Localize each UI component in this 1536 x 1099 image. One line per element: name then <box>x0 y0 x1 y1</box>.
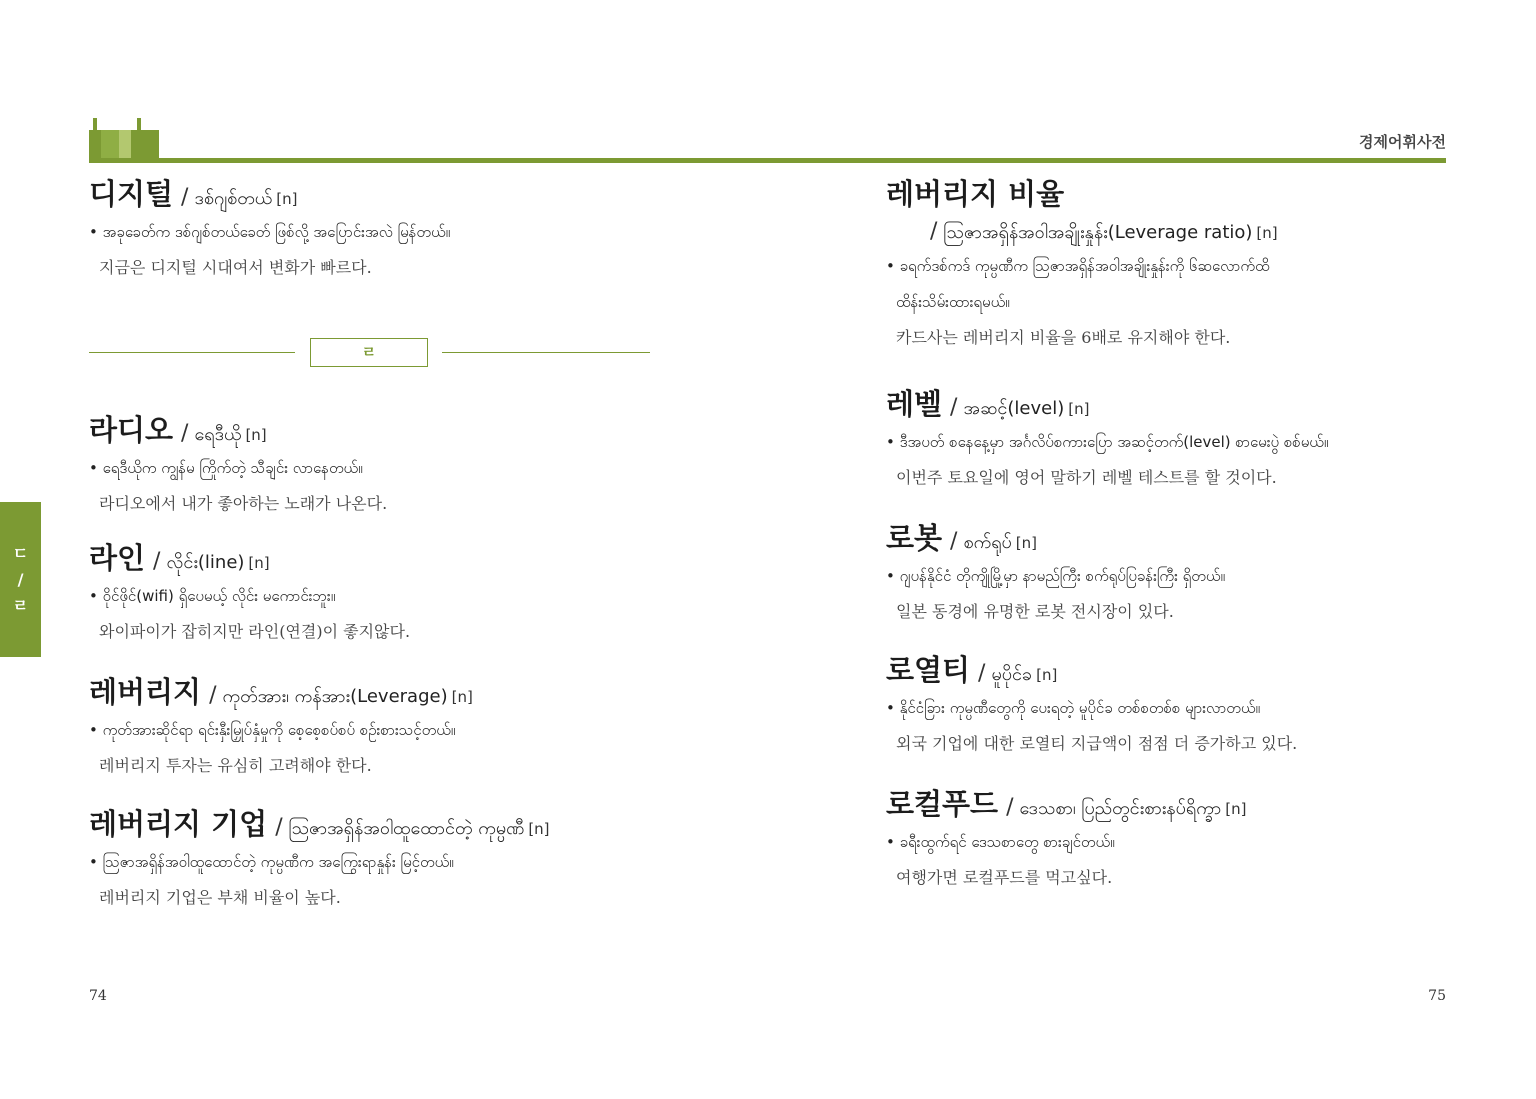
entry-meaning: ဩဇာအရှိန်အဝါအချိုးနှုန်း(Leverage ratio) <box>943 222 1253 243</box>
page-number-left: 74 <box>89 988 107 1004</box>
entry-meaning: ဩဇာအရှိန်အဝါထူထောင်တဲ့ ကုမ္ပဏီ <box>288 818 525 839</box>
example-myanmar: • အခုခေတ်က ဒစ်ဂျစ်တယ်ခေတ် ဖြစ်လို့ အပြောင်းအလဲ မြန်တယ်။ <box>89 223 451 241</box>
entry-term: 디지털 <box>89 177 174 211</box>
header-logo <box>89 118 159 160</box>
side-tab-bottom: ㄹ <box>12 595 29 615</box>
example-korean: 카드사는 레버리지 비율을 6배로 유지해야 한다. <box>896 328 1231 347</box>
entry-pos: [n] <box>1036 666 1058 684</box>
example-myanmar: • ကုတ်အားဆိုင်ရာ ရင်းနှီးမြှုပ်နှံမှုကို စေ့စေ့စပ်စပ် စဉ်းစားသင့်တယ်။ <box>89 721 456 739</box>
example-korean: 여행가면 로컬푸드를 먹고싶다. <box>896 868 1113 887</box>
example-myanmar: • နိုင်ငံခြား ကုမ္ပဏီတွေကို ပေးရတဲ့ မူပိုင်ခ တစ်စတစ်စ များလာတယ်။ <box>886 699 1260 717</box>
entry: 레버리지 비율 / ဩဇာအရှိန်အဝါအချိုးနှုန်း(Leverage ratio) [n] • ခရက်ဒစ်ကဒ် ကုမ္ပဏီက ဩဇာအရှိန်အဝါအချိုးနှုန်းကို ၆ဆလောက်ထိ ထိန်းသိမ်းထားရမယ်။ 카드사는 레버리지 비율을 6배로 유지해야 한다. <box>886 172 1446 382</box>
example-korean: 지금은 디지털 시대여서 변화가 빠르다. <box>99 258 372 277</box>
section-label: ㄹ <box>310 338 428 367</box>
entry-pos: [n] <box>248 554 270 572</box>
header-title: 경제어휘사전 <box>1359 133 1446 151</box>
entry: 로열티 / မူပိုင်ခ [n] • နိုင်ငံခြား ကုမ္ပဏီတွေကို ပေးရတဲ့ မူပိုင်ခ တစ်စတစ်စ များလာတယ်။ 외국 기업에 대한 로열티 지급액이 점점 더 증가하고 있다. <box>886 648 1446 782</box>
entry: 레버리지 기업 / ဩဇာအရှိန်အဝါထူထောင်တဲ့ ကုမ္ပဏီ [n] • ဩဇာအရှိန်အဝါထူထောင်တဲ့ ကုမ္ပဏီက အကြွေးရာနှုန်း မြင့်တယ်။ 레버리지 기업은 부채 비율이 높다. <box>89 802 669 908</box>
left-column <box>89 172 669 908</box>
entry: 로봇 / စက်ရုပ် [n] • ဂျပန်နိုင်ငံ တိုကျိုမြို့မှာ နာမည်ကြီး စက်ရုပ်ပြခန်းကြီး ရှိတယ်။ 일본 동경에 유명한 로봇 전시장이 있다. <box>886 516 1446 648</box>
entry-meaning: အဆင့်(level) <box>963 398 1065 419</box>
entry-term: 라인 <box>89 541 146 575</box>
entry-term: 레버리지 <box>89 675 202 709</box>
entry-meaning: လိုင်း(line) <box>166 552 245 573</box>
entry-term: 로열티 <box>886 653 971 687</box>
entry-meaning: ရေဒီယို <box>194 424 242 445</box>
entry: 레버리지 / ကုတ်အား၊ ကန်အား(Leverage) [n] • ကုတ်အားဆိုင်ရာ ရင်းနှီးမြှုပ်နှံမှုကို စေ့စေ့စပ်စပ် စဉ်းစားသင့်တယ်။ 레버리지 투자는 유심히 고려해야 한다. <box>89 670 669 802</box>
entry-meaning: မူပိုင်ခ <box>991 664 1033 685</box>
example-myanmar-cont: ထိန်းသိမ်းထားရမယ်။ <box>896 293 1010 311</box>
entry: 라디오 / ရေဒီယို [n] • ရေဒီယိုက ကျွန်မ ကြိုက်တဲ့ သီချင်း လာနေတယ်။ 라디오에서 내가 좋아하는 노래가 나온다. <box>89 408 669 536</box>
example-korean: 이번주 토요일에 영어 말하기 레벨 테스트를 할 것이다. <box>896 468 1277 487</box>
entry-pos: [n] <box>276 190 298 208</box>
entry: 로컬푸드 / ဒေသစာ၊ ပြည်တွင်းစားနပ်ရိက္ခာ [n] • ခရီးထွက်ရင် ဒေသစာတွေ စားချင်တယ်။ 여행가면 로컬푸드를 먹고싶다. <box>886 782 1446 888</box>
entry-term: 레버리지 비율 <box>886 177 1065 211</box>
entry-meaning: ကုတ်အား၊ ကန်အား(Leverage) <box>222 686 448 707</box>
entry-pos: [n] <box>528 820 550 838</box>
section-divider <box>89 338 669 368</box>
entry-pos: [n] <box>451 688 473 706</box>
entry-pos: [n] <box>1225 800 1247 818</box>
side-index-tab <box>0 502 41 657</box>
example-myanmar: • ဝိုင်ဖိုင်(wifi) ရှိပေမယ့် လိုင်း မကောင်းဘူး။ <box>89 587 336 605</box>
entry-term: 로봇 <box>886 521 943 555</box>
example-myanmar: • ခရက်ဒစ်ကဒ် ကုမ္ပဏီက ဩဇာအရှိန်အဝါအချိုးနှုန်းကို ၆ဆလောက်ထိ <box>886 257 1270 275</box>
example-korean: 레버리지 투자는 유심히 고려해야 한다. <box>99 756 372 775</box>
entry: 라인 / လိုင်း(line) [n] • ဝိုင်ဖိုင်(wifi) ရှိပေမယ့် လိုင်း မကောင်းဘူး။ 와이파이가 잡히지만 라인(연결)이 좋지않다. <box>89 536 669 670</box>
example-korean: 외국 기업에 대한 로열티 지급액이 점점 더 증가하고 있다. <box>896 734 1298 753</box>
side-tab-mid: / <box>17 569 24 589</box>
entry-term: 레버리지 기업 <box>89 807 268 841</box>
entry-meaning: ဒေသစာ၊ ပြည်တွင်းစားနပ်ရိက္ခာ <box>1019 798 1222 819</box>
right-column <box>886 172 1446 888</box>
entry-meaning: စက်ရုပ် <box>963 532 1012 553</box>
header-rule <box>89 158 1446 163</box>
entry-term: 로컬푸드 <box>886 787 999 821</box>
entry-pos: [n] <box>1068 400 1090 418</box>
entry-term: 레벨 <box>886 387 943 421</box>
example-myanmar: • ရေဒီယိုက ကျွန်မ ကြိုက်တဲ့ သီချင်း လာနေတယ်။ <box>89 459 363 477</box>
example-korean: 라디오에서 내가 좋아하는 노래가 나온다. <box>99 494 388 513</box>
example-korean: 와이파이가 잡히지만 라인(연결)이 좋지않다. <box>99 622 411 641</box>
example-korean: 일본 동경에 유명한 로봇 전시장이 있다. <box>896 602 1174 621</box>
entry: 디지털 / ဒစ်ဂျစ်တယ် [n] • အခုခေတ်က ဒစ်ဂျစ်တယ်ခေတ် ဖြစ်လို့ အပြောင်းအလဲ မြန်တယ်။ 지금은 디지털 시대여서 변화가 빠르다. <box>89 172 669 314</box>
entry-pos: [n] <box>1256 224 1278 242</box>
example-korean: 레버리지 기업은 부채 비율이 높다. <box>99 888 341 907</box>
example-myanmar: • ဩဇာအရှိန်အဝါထူထောင်တဲ့ ကုမ္ပဏီက အကြွေးရာနှုန်း မြင့်တယ်။ <box>89 853 454 871</box>
entry: 레벨 / အဆင့်(level) [n] • ဒီအပတ် စနေနေ့မှာ အင်္ဂလိပ်စကားပြော အဆင့်တက်(level) စာမေးပွဲ စစ်မယ်။ 이번주 토요일에 영어 말하기 레벨 테스트를 할 것이다. <box>886 382 1446 516</box>
page-number-right: 75 <box>1428 988 1446 1004</box>
entry-meaning: ဒစ်ဂျစ်တယ် <box>194 188 273 209</box>
side-tab-top: ㄷ <box>12 543 29 563</box>
example-myanmar: • ဒီအပတ် စနေနေ့မှာ အင်္ဂလိပ်စကားပြော အဆင့်တက်(level) စာမေးပွဲ စစ်မယ်။ <box>886 433 1329 451</box>
entry-pos: [n] <box>1015 534 1038 552</box>
entry-pos: [n] <box>245 426 267 444</box>
example-myanmar: • ဂျပန်နိုင်ငံ တိုကျိုမြို့မှာ နာမည်ကြီး စက်ရုပ်ပြခန်းကြီး ရှိတယ်။ <box>886 567 1225 585</box>
example-myanmar: • ခရီးထွက်ရင် ဒေသစာတွေ စားချင်တယ်။ <box>886 833 1115 851</box>
entry-term: 라디오 <box>89 413 174 447</box>
